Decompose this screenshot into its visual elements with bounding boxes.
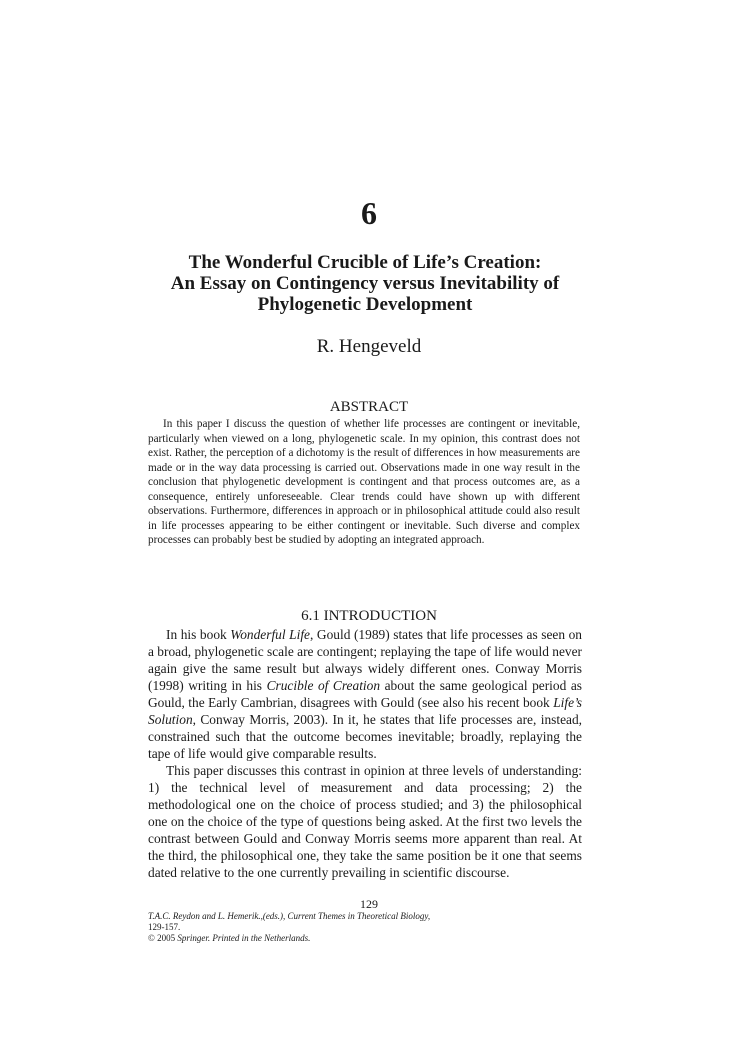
- author-name: R. Hengeveld: [316, 336, 422, 357]
- abstract-heading: ABSTRACT: [329, 399, 409, 415]
- chapter-title-line: The Wonderful Crucible of Life’s Creation:: [188, 252, 542, 273]
- chapter-title-line: An Essay on Contingency versus Inevitability of: [170, 273, 560, 294]
- book-title: Life’s Solution: [148, 695, 582, 727]
- citation-pages: 129-157.: [148, 922, 181, 932]
- paragraph: This paper discusses this contrast in opinion at three levels of understanding: 1) the technical level of measurement and data processing; 2) the methodological one on the choice of process studied; and 3) the philosophical one on the choice of the type of questions being asked. At the first two levels the contrast between Gould and Conway Morris seems more apparent than real. At the third, the philosophical one, they take the same position be it one that seems dated relative to the one currently prevailing in scientific discourse.: [148, 763, 582, 880]
- citation-line: T.A.C. Reydon and L. Hemerik.,(eds.), Current Themes in Theoretical Biology,: [148, 911, 431, 921]
- section-body: [148, 626, 582, 881]
- citation-footer: [148, 911, 588, 944]
- publisher-text: Springer. Printed in the Netherlands.: [177, 933, 311, 943]
- book-title: Crucible of Creation: [266, 678, 381, 693]
- chapter-number: 6: [361, 195, 377, 231]
- chapter-title: [120, 252, 610, 315]
- paragraph-text: , Gould (1989) states that life processes as seen on a broad, phylogenetic scale are contingent; replaying the tape of life would never again give the same result but always widely different ones. Conway Morris (1998) writing in his: [148, 627, 582, 693]
- abstract-text: In this paper I discuss the question of whether life processes are contingent or inevitable, particularly when viewed on a long, phylogenetic scale. In my opinion, this contrast does not exist. Rather, the perception of a dichotomy is the result of differences in how measurements are made or in the way data processing is carried out. Observations made in one way result in the conclusion that phylogenetic development is contingent and that process outcomes are, as a consequence, entirely unforeseeable. Clear trends could have shown up with different observations. Furthermore, differences in approach or in philosophical attitude could also result in life processes appearing to be either contingent or inevitable. Such diverse and complex processes can probably best be studied by adopting an integrated approach.: [148, 418, 580, 546]
- paragraph-text: , Conway Morris, 2003). In it, he states that life processes are, instead, constrained such that the outcome becomes inevitable; broadly, replaying the tape of life would give comparable results.: [148, 712, 582, 761]
- copyright-text: © 2005: [148, 933, 178, 943]
- paragraph-text: about the same geological period as Gould, the Early Cambrian, disagrees with Gould (see also his recent book: [148, 678, 582, 710]
- paragraph: [148, 626, 582, 762]
- page-number: 129: [360, 897, 378, 911]
- paragraph-text: In his book: [166, 627, 231, 642]
- chapter-title-line: Phylogenetic Development: [257, 294, 473, 315]
- book-title: Wonderful Life: [230, 627, 310, 642]
- section-heading: 6.1 INTRODUCTION: [301, 608, 437, 624]
